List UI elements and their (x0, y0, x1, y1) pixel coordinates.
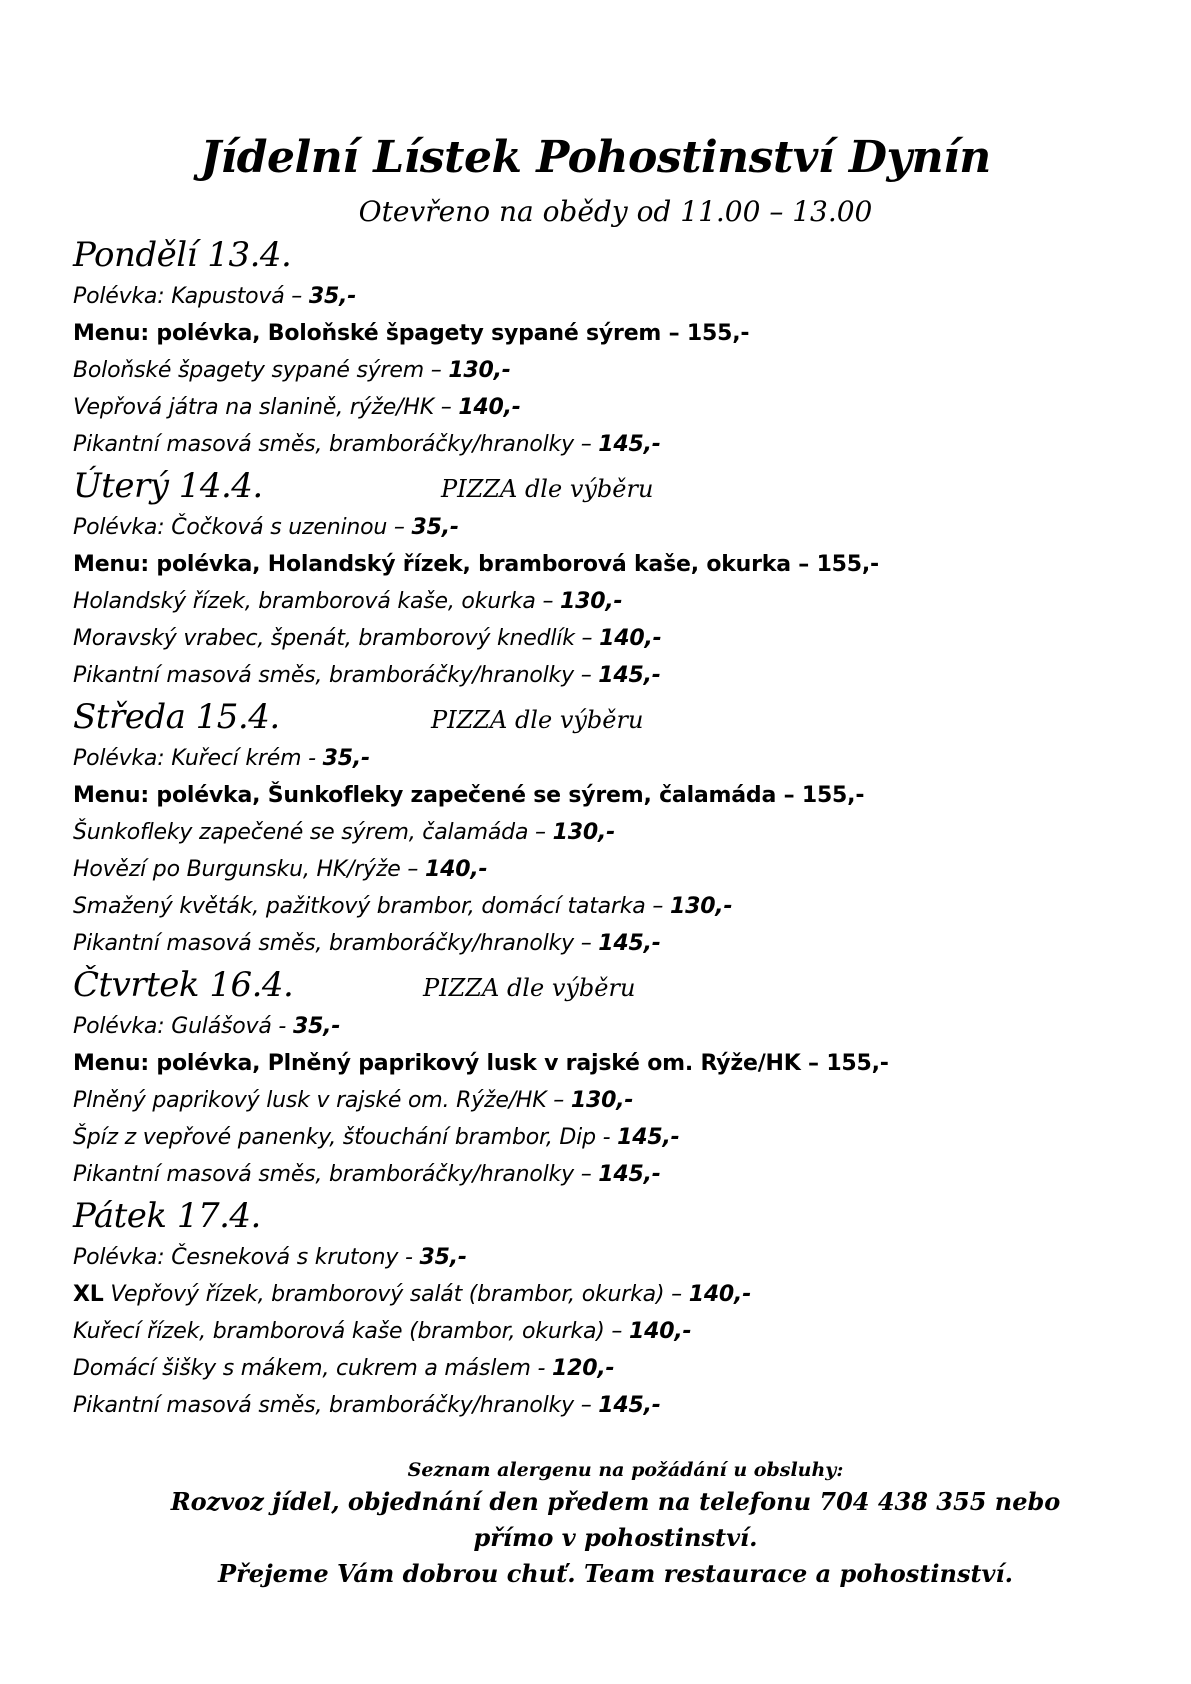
dish-price: 130,- (552, 820, 616, 845)
dish-item (73, 888, 1133, 925)
dish-item (73, 389, 1133, 426)
dish-item (73, 1313, 1133, 1350)
dish-list (73, 1008, 1133, 1193)
dish-list (73, 278, 1133, 463)
dish-name: Pikantní masová směs, bramboráčky/hranolky – (73, 931, 599, 956)
days-list (73, 232, 1133, 1424)
dish-price: 145,- (598, 663, 661, 688)
dish-name: Menu: polévka, Plněný paprikový lusk v rajské om. Rýže/HK – (73, 1051, 827, 1076)
day-wednesday (73, 694, 1133, 962)
dish-item (73, 1387, 1133, 1424)
day-title: Čtvrtek 16.4. (73, 965, 294, 1005)
menu-item (73, 777, 1133, 814)
dish-name: Menu: polévka, Šunkofleky zapečené se sýrem, čalamáda – (73, 783, 802, 808)
dish-price: 155,- (826, 1051, 889, 1076)
dish-name: Polévka: Gulášová - (73, 1014, 293, 1039)
dish-item (73, 740, 1133, 777)
dish-name: Smažený květák, pažitkový brambor, domácí tatarka – (73, 894, 670, 919)
dish-item (73, 1119, 1133, 1156)
xl-label: XL (73, 1282, 104, 1307)
dish-name: Boloňské špagety sypané sýrem – (73, 358, 449, 383)
day-title: Středa 15.4. (73, 697, 280, 737)
dish-list (73, 1239, 1133, 1424)
dish-item (73, 925, 1133, 962)
day-header (73, 694, 1133, 740)
dish-name: Domácí šišky s mákem, cukrem a máslem - (73, 1356, 552, 1381)
dish-price: 145,- (598, 931, 661, 956)
dish-item (73, 352, 1133, 389)
pizza-note: PIZZA dle výběru (423, 974, 636, 1002)
dish-item (73, 657, 1133, 694)
dish-name: Polévka: Česneková s krutony - (73, 1245, 420, 1270)
dish-name: Polévka: Čočková s uzeninou – (73, 515, 412, 540)
dish-price: 145,- (617, 1125, 680, 1150)
dish-price: 140,- (599, 626, 662, 651)
dish-price: 155,- (816, 552, 879, 577)
dish-item (73, 509, 1133, 546)
dish-price: 140,- (425, 857, 488, 882)
menu-item (73, 315, 1133, 352)
day-thursday (73, 962, 1133, 1193)
dish-name: Pikantní masová směs, bramboráčky/hranolky – (73, 1162, 599, 1187)
dish-price: 35,- (292, 1014, 341, 1039)
page-title: Jídelní Lístek Pohostinství Dynín (200, 132, 991, 183)
dish-price: 130,- (448, 358, 511, 383)
day-title: Pátek 17.4. (73, 1196, 261, 1236)
dish-price: 130,- (669, 894, 733, 919)
dish-price: 35,- (411, 515, 459, 540)
dish-list (73, 740, 1133, 962)
opening-hours: Otevřeno na obědy od 11.00 – 13.00 (358, 195, 873, 228)
day-title: Úterý 14.4. (73, 466, 263, 506)
dish-price: 140,- (629, 1319, 692, 1344)
day-header (73, 232, 1133, 278)
dish-name: Pikantní masová směs, bramboráčky/hranolky – (73, 663, 599, 688)
dish-name: Vepřový řízek, bramborový salát (brambor, okurka) – (103, 1282, 689, 1307)
pizza-note: PIZZA dle výběru (441, 475, 654, 503)
closing-wish: Přejeme Vám dobrou chuť. Team restaurace a pohostinství. (218, 1559, 1013, 1588)
dish-item (73, 1008, 1133, 1045)
dish-name: Pikantní masová směs, bramboráčky/hranolky – (73, 1393, 599, 1418)
dish-item (73, 426, 1133, 463)
dish-price: 130,- (570, 1088, 634, 1113)
dish-name: Moravský vrabec, špenát, bramborový knedlík – (73, 626, 600, 651)
dish-price: 140,- (458, 395, 521, 420)
menu-item (73, 546, 1133, 583)
dish-name: Vepřová játra na slanině, rýže/HK – (73, 395, 459, 420)
dish-name: Kuřecí řízek, bramborová kaše (brambor, okurka) – (73, 1319, 630, 1344)
day-tuesday (73, 463, 1133, 694)
day-header (73, 463, 1133, 509)
dish-price: 35,- (308, 284, 357, 309)
dish-price: 130,- (560, 589, 623, 614)
day-monday (73, 232, 1133, 463)
day-header (73, 1193, 1133, 1239)
day-header (73, 962, 1133, 1008)
dish-name: Hovězí po Burgunsku, HK/rýže – (73, 857, 426, 882)
day-title: Pondělí 13.4. (73, 235, 292, 275)
dish-name: Šunkofleky zapečené se sýrem, čalamáda – (73, 820, 553, 845)
dish-name: Polévka: Kapustová – (73, 284, 309, 309)
dish-price: 145,- (598, 1393, 661, 1418)
dish-name: Menu: polévka, Holandský řízek, bramborová kaše, okurka – (73, 552, 817, 577)
dish-price: 145,- (598, 432, 661, 457)
footer (0, 1456, 1191, 1592)
dish-price: 120,- (552, 1356, 615, 1381)
dish-name: Pikantní masová směs, bramboráčky/hranolky – (73, 432, 599, 457)
dish-item (73, 1082, 1133, 1119)
dish-name: Menu: polévka, Boloňské špagety sypané sýrem – (73, 321, 687, 346)
dish-name: Plněný paprikový lusk v rajské om. Rýže/HK – (73, 1088, 571, 1113)
dish-item (73, 1350, 1133, 1387)
dish-price: 155,- (801, 783, 865, 808)
menu-item (73, 1045, 1133, 1082)
dish-item (73, 851, 1133, 888)
dish-item (73, 620, 1133, 657)
dish-price: 35,- (322, 746, 370, 771)
dish-item (73, 814, 1133, 851)
dish-name: Holandský řízek, bramborová kaše, okurka – (73, 589, 561, 614)
dish-item (73, 1276, 1133, 1313)
dish-price: 140,- (688, 1282, 752, 1307)
dish-name: Špíz z vepřové panenky, šťouchání brambor, Dip - (73, 1125, 618, 1150)
pizza-note: PIZZA dle výběru (431, 706, 644, 734)
dish-item (73, 1239, 1133, 1276)
dish-price: 35,- (419, 1245, 467, 1270)
dish-item (73, 583, 1133, 620)
dish-price: 145,- (598, 1162, 661, 1187)
dish-list (73, 509, 1133, 694)
dish-item (73, 1156, 1133, 1193)
dish-price: 155,- (686, 321, 750, 346)
day-friday (73, 1193, 1133, 1424)
dish-item (73, 278, 1133, 315)
allergen-note: Seznam alergenu na požádání u obsluhy: (407, 1459, 844, 1481)
dish-name: Polévka: Kuřecí krém - (73, 746, 323, 771)
delivery-note: Rozvoz jídel, objednání den předem na telefonu 704 438 355 nebo přímo v pohostinství. (170, 1487, 1061, 1552)
